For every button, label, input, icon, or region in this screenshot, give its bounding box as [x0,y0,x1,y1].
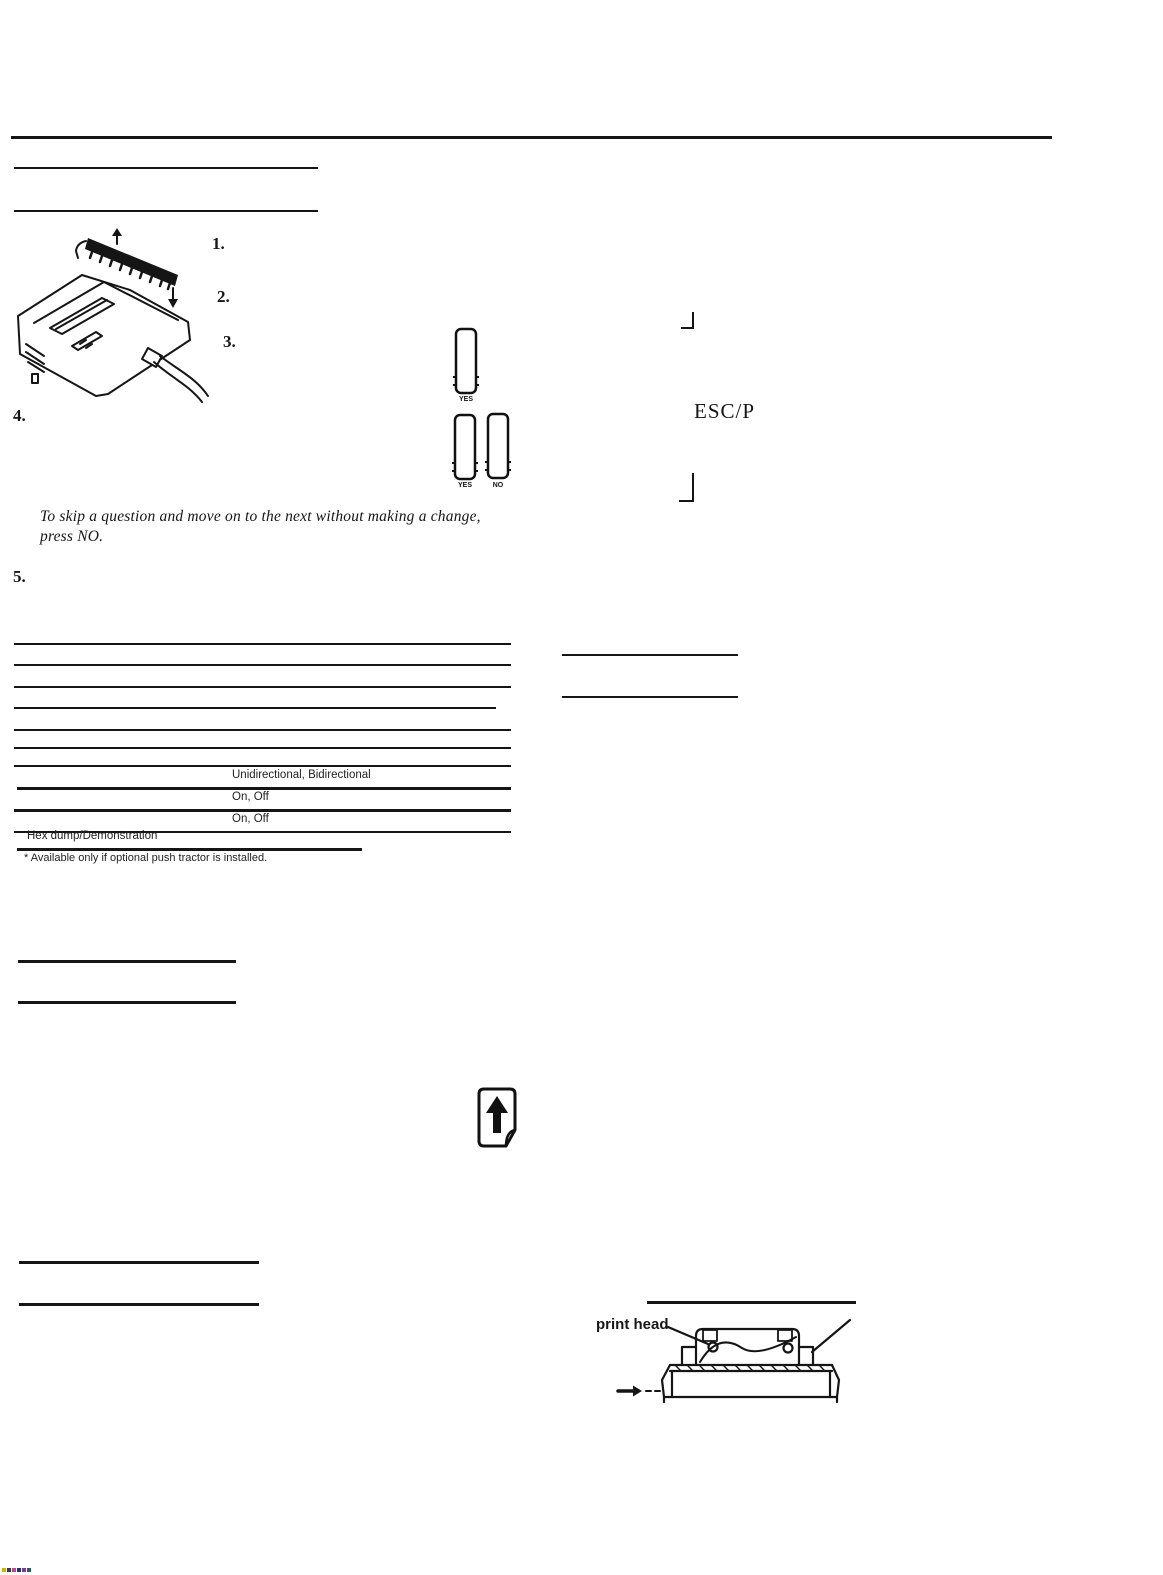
printer-illustration [10,228,222,420]
slide-direction-arrow-icon [618,1386,660,1397]
step-number-1: 1. [212,234,225,253]
table-rule [14,707,496,709]
table-rule-partial [17,848,362,851]
calibration-dot [7,1568,11,1572]
no-button-label: NO [492,482,504,489]
mid-heading-underline-2 [18,1001,236,1004]
yes-button-icon [453,327,479,399]
no-button-icon [485,412,511,484]
table-rule [14,765,511,767]
skip-question-note-line1: To skip a question and move on to the next without making a change, [40,508,481,525]
yes-button-label: YES [458,396,473,403]
calibration-dot [27,1568,31,1572]
bar-left-hook [76,241,86,258]
right-callout-line [812,1320,850,1352]
step-number-5: 5. [13,567,26,586]
lift-up-arrow-icon [112,228,122,244]
calibration-dot [17,1568,21,1572]
section-heading-underline-1 [14,167,318,169]
yes-button-label: YES [457,482,472,489]
section-heading-underline-2 [14,210,318,212]
platform-hatching [676,1366,824,1370]
table-footnote: * Available only if optional push tractor is installed. [24,852,268,864]
display-corner-bracket-bottom [679,473,694,502]
table-cell-hex-dump: Hex dump/Demonstration [27,830,158,842]
printer-body [18,275,190,396]
power-cable [142,348,208,402]
lower-heading-underline-1 [19,1261,259,1264]
table-rule-thick [14,809,511,812]
right-heading-underline-1 [562,654,738,656]
table-rule [14,747,511,749]
page-top-rule [11,136,1052,139]
paper-up-arrow-icon [474,1086,520,1150]
print-head-label: print head [596,1316,669,1333]
table-rule [14,686,511,688]
skip-question-note-line2: press NO. [40,528,104,545]
table-rule [14,664,511,666]
step-number-4: 4. [13,406,26,425]
table-rule-thick [17,787,511,790]
carriage-body [672,1371,830,1397]
table-cell-on-off-1: On, Off [232,791,269,803]
esc-p-label: ESC/P [694,399,756,423]
yes-button-icon [452,413,478,485]
insert-down-arrow-icon [168,288,178,308]
calibration-dot [12,1568,16,1572]
calibration-dot [2,1568,6,1572]
table-rule [14,729,511,731]
table-cell-print-direction: Unidirectional, Bidirectional [232,769,371,781]
step-number-3: 3. [223,332,236,351]
printhead-heading-underline [647,1301,856,1304]
mid-heading-underline-1 [18,960,236,963]
table-rule [14,643,511,645]
lower-heading-underline-2 [19,1303,259,1306]
print-head-illustration [580,1310,880,1420]
table-cell-on-off-2: On, Off [232,813,269,825]
calibration-dot [22,1568,26,1572]
display-corner-bracket-top [681,312,694,329]
step-number-2: 2. [217,287,230,306]
right-heading-underline-2 [562,696,738,698]
power-switch [32,374,38,383]
